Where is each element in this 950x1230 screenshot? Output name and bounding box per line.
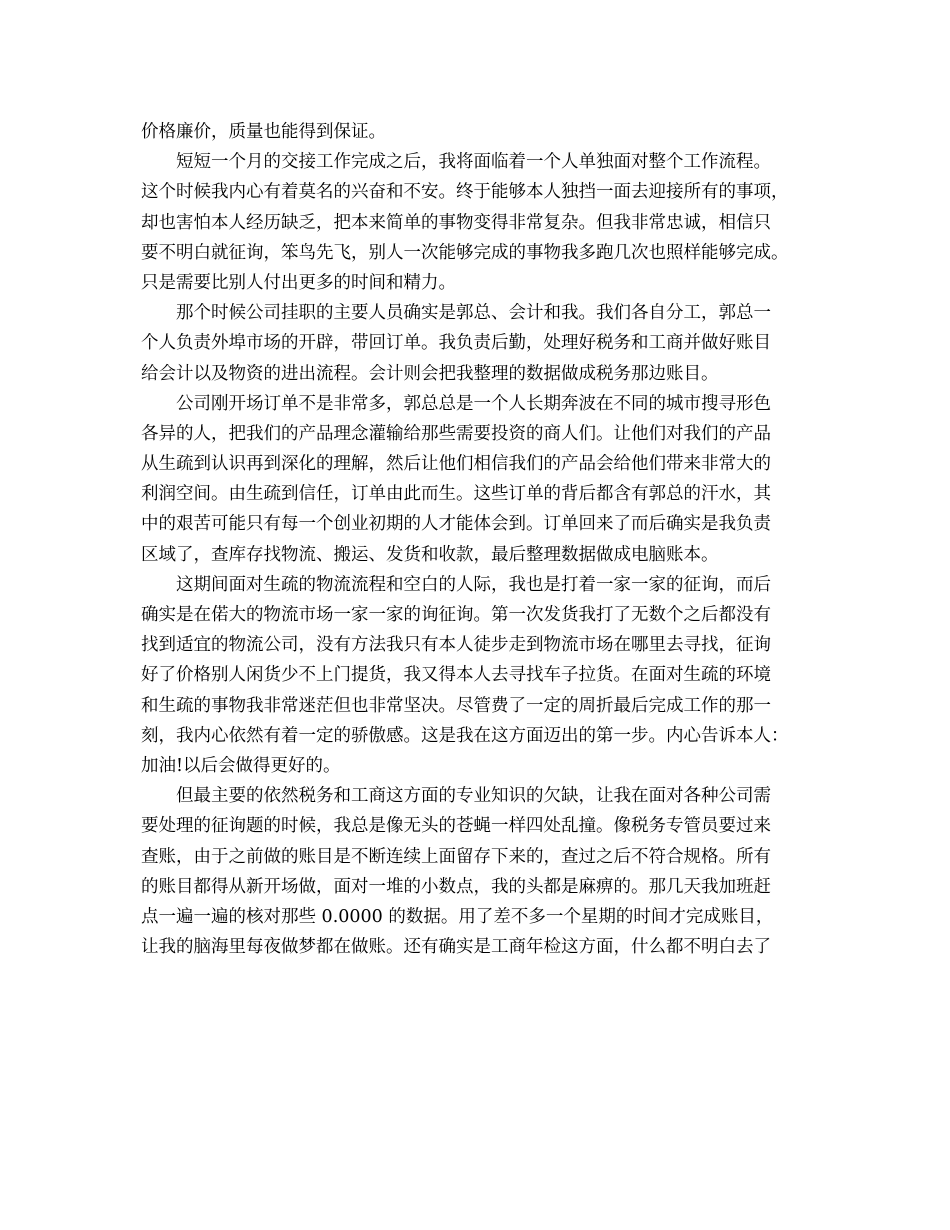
- paragraph-first-line: 短短一个月的交接工作完成之后，我将面临着一个人单独面对整个工作流程。: [176, 152, 771, 173]
- text-line: 好了价格别人闲货少不上门提货，我又得本人去寻找车子拉货。在面对生疏的环境: [141, 665, 771, 686]
- text-line: 的账目都得从新开场做，面对一堆的小数点，我的头都是麻痹的。那几天我加班赶: [141, 876, 771, 897]
- text-line: 要处理的征询题的时候，我总是像无头的苍蝇一样四处乱撞。像税务专管员要过来: [141, 816, 771, 837]
- text-line: 各异的人，把我们的产品理念灌输给那些需要投资的商人们。让他们对我们的产品: [141, 423, 771, 444]
- body-text: [141, 117, 831, 962]
- paragraph-first-line: 公司刚开场订单不是非常多，郭总总是一个人长期奔波在不同的城市搜寻形色: [176, 393, 771, 414]
- text-line: 个人负责外埠市场的开辟，带回订单。我负责后勤，处理好税务和工商并做好账目: [141, 333, 771, 354]
- text-line: 要不明白就征询，笨鸟先飞，别人一次能够完成的事物我多跑几次也照样能够完成。: [141, 242, 789, 263]
- text-line: 让我的脑海里每夜做梦都在做账。还有确实是工商年检这方面，什么都不明白去了: [141, 937, 771, 958]
- text-line: 加油!以后会做得更好的。: [141, 755, 341, 776]
- paragraph-first-line: 但最主要的依然税务和工商这方面的专业知识的欠缺，让我在面对各种公司需: [176, 786, 771, 807]
- text-line: 利润空间。由生疏到信任，订单由此而生。这些订单的背后都含有郭总的汗水，其: [141, 484, 771, 505]
- paragraph-first-line: 那个时候公司挂职的主要人员确实是郭总、会计和我。我们各自分工，郭总一: [176, 303, 771, 324]
- text-line: 这个时候我内心有着莫名的兴奋和不安。终于能够本人独挡一面去迎接所有的事项，: [141, 182, 789, 203]
- text-line: 刻，我内心依然有着一定的骄傲感。这是我在这方面迈出的第一步。内心告诉本人：: [141, 725, 789, 746]
- text-line: 只是需要比别人付出更多的时间和精力。: [141, 272, 456, 293]
- text-line: 却也害怕本人经历缺乏，把本来简单的事物变得非常复杂。但我非常忠诚，相信只: [141, 212, 771, 233]
- text-line: 区域了，查库存找物流、搬运、发货和收款，最后整理数据做成电脑账本。: [141, 544, 719, 565]
- text-line: 价格廉价，质量也能得到保证。: [141, 122, 386, 142]
- text-line: 查账，由于之前做的账目是不断连续上面留存下来的，查过之后不符合规格。所有: [141, 846, 771, 867]
- text-line: 中的艰苦可能只有每一个创业初期的人才能体会到。订单回来了而后确实是我负责: [141, 514, 771, 535]
- text-line: 确实是在偌大的物流市场一家一家的询征询。第一次发货我打了无数个之后都没有: [141, 605, 771, 625]
- text-line: 和生疏的事物我非常迷茫但也非常坚决。尽管费了一定的周折最后完成工作的那一: [141, 695, 771, 716]
- text-line: 点一遍一遍的核对那些 0.0000 的数据。用了差不多一个星期的时间才完成账目，: [141, 906, 774, 927]
- paragraph-first-line: 这期间面对生疏的物流流程和空白的人际，我也是打着一家一家的征询，而后: [176, 574, 771, 595]
- text-line: 从生疏到认识再到深化的理解，然后让他们相信我们的产品会给他们带来非常大的: [141, 454, 771, 475]
- text-line: 找到适宜的物流公司，没有方法我只有本人徒步走到物流市场在哪里去寻找，征询: [141, 635, 771, 656]
- text-line: 给会计以及物资的进出流程。会计则会把我整理的数据做成税务那边账目。: [141, 363, 719, 384]
